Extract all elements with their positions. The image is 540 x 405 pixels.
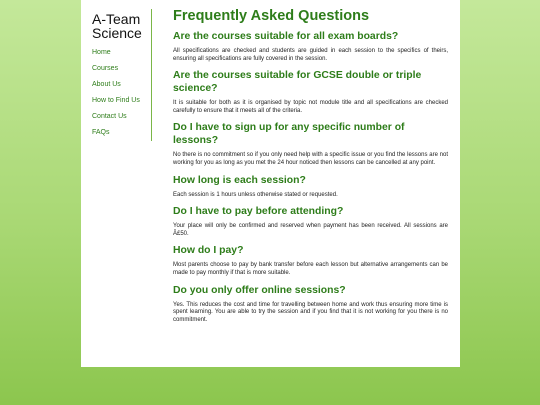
page-container — [81, 0, 460, 367]
main-nav — [81, 48, 151, 144]
faq-answer: All specifications are checked and students are guided in each session to the specifics of theirs, ensuring all specifications are fully covered in the session. — [173, 48, 448, 62]
nav-link-how-to-find-us[interactable]: How to Find Us — [92, 97, 140, 104]
faq-answer: Each session is 1 hours unless otherwise stated or requested. — [173, 191, 338, 198]
site-title — [92, 12, 151, 40]
sidebar — [81, 9, 152, 141]
nav-item-home — [92, 48, 151, 64]
faq-item — [173, 244, 448, 277]
nav-link-faqs[interactable]: FAQs — [92, 129, 110, 136]
nav-item-courses — [92, 64, 151, 80]
site-title-line-1: A-Team — [92, 11, 141, 27]
main-content — [173, 7, 448, 330]
faq-answer: No there is no commitment so if you only need help with a specific issue or you find the lessons are not working for you as long as you met the 24 hour noticed then lessons can be cancelled at any point. — [173, 152, 448, 166]
faq-item — [173, 121, 448, 167]
faq-answer: Most parents choose to pay by bank transfer before each lesson but alternative arrangements can be made to pay monthly if that is more suitable. — [173, 262, 448, 276]
faq-item — [173, 174, 448, 200]
faq-question: How long is each session? — [173, 174, 306, 186]
faq-question: Do I have to sign up for any specific number of lessons? — [173, 122, 405, 147]
faq-question: Do you only offer online sessions? — [173, 284, 346, 296]
faq-item — [173, 205, 448, 238]
faq-item — [173, 30, 448, 63]
nav-item-about-us — [92, 80, 151, 96]
page-title: Frequently Asked Questions — [173, 8, 370, 24]
nav-link-home[interactable]: Home — [92, 49, 111, 56]
faq-item — [173, 69, 448, 115]
faq-item — [173, 284, 448, 325]
faq-question: Are the courses suitable for all exam boards? — [173, 31, 399, 42]
faq-question: How do I pay? — [173, 245, 244, 257]
faq-question: Are the courses suitable for GCSE double or triple science? — [173, 70, 422, 95]
nav-link-about-us[interactable]: About Us — [92, 81, 121, 88]
nav-item-how-to-find-us — [92, 96, 151, 112]
faq-answer: Your place will only be confirmed and reserved when payment has been received. All sessions are Â£50. — [173, 223, 448, 237]
nav-link-courses[interactable]: Courses — [92, 65, 119, 72]
nav-link-contact-us[interactable]: Contact Us — [92, 113, 127, 120]
faq-answer: Yes. This reduces the cost and time for travelling between home and work thus ensuring more time is spent learning. You are able to try the session and if you find that it is not working for you there is no commitment. — [173, 301, 448, 323]
site-title-line-2: Science — [92, 25, 142, 41]
faq-answer: It is suitable for both as it is organised by topic not module title and all specifications are checked carefully to ensure that it meets all of the criteria. — [173, 100, 448, 114]
nav-item-faqs — [92, 128, 151, 144]
nav-item-contact-us — [92, 112, 151, 128]
faq-question: Do I have to pay before attending? — [173, 206, 344, 218]
